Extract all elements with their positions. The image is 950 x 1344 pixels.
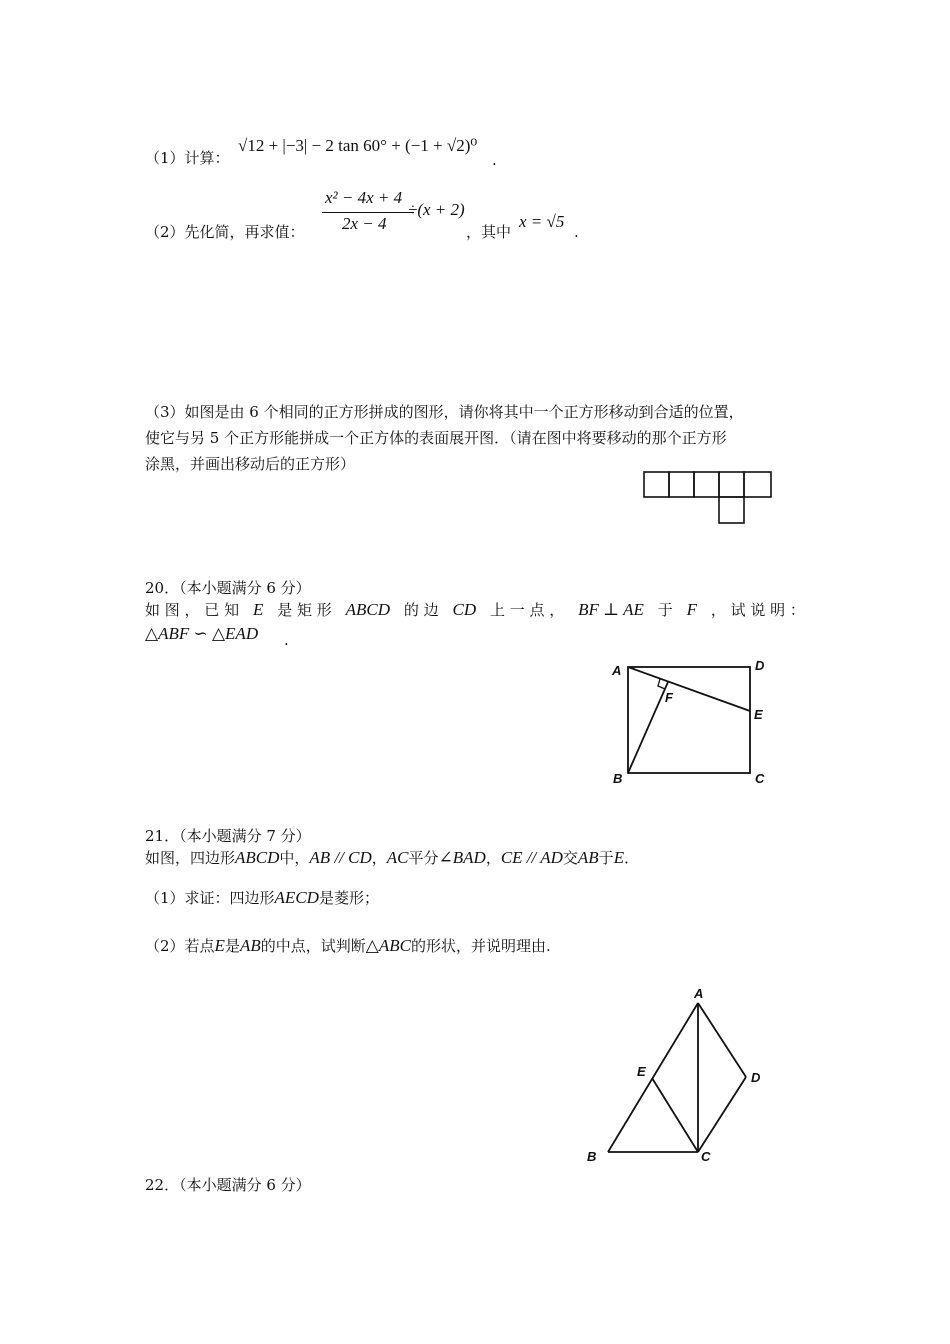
q20-perp: BF ⊥ AE [578, 600, 644, 619]
q20-rectangle-figure [605, 655, 780, 790]
q20-text-c: 的 边 [403, 601, 439, 619]
q19-part2-fraction-bar [322, 212, 414, 213]
q21-part1-b: 是菱形； [318, 889, 379, 907]
q21-intro [145, 848, 639, 868]
net-square-5 [744, 472, 771, 497]
q20-side-cd: CD [452, 600, 477, 619]
net-square-1 [644, 472, 669, 497]
q21-ce-parallel-ad: CE // AD [500, 848, 563, 867]
q21-intro-c: ， [371, 849, 387, 867]
q21-quad-aecd: AECD [274, 888, 319, 907]
label-d: D [755, 658, 765, 673]
q21-ab: AB [577, 848, 599, 867]
q20-text-f: ， 试 说 明 ： [710, 601, 805, 619]
q19-part1-expression: √12 + |−3| − 2 tan 60° + (−1 + √2)⁰ [238, 136, 478, 155]
q19-part2-divisor: ÷(x + 2) [408, 200, 465, 219]
q21-quad-abcd: ABCD [235, 848, 280, 867]
q19-part2-numerator: x² − 4x + 4 [325, 188, 403, 207]
q20-point-e: E [252, 600, 264, 619]
q21-rhombus-figure [580, 985, 770, 1165]
q19-part1-period: . [492, 151, 497, 169]
q21-part2-ab: AB [239, 936, 261, 955]
q21-triangle-abc: △ABC [365, 936, 411, 955]
q21-part1-a: （1）求证：四边形 [145, 889, 275, 907]
q21-part2 [145, 936, 551, 956]
q20-period: . [284, 631, 289, 649]
q19-part2-condition: x = √5 [519, 212, 565, 231]
q20-text-a: 如 图 ， 已 知 [145, 601, 240, 619]
q20-statement-line1 [145, 600, 805, 620]
q19-part3-line3: 涂黑，并画出移动后的正方形） [145, 455, 356, 473]
q20-similarity: △ABF ∽ △EAD [145, 624, 259, 643]
q19-part3-line2: 使它与另 5 个正方形能拼成一个正方体的表面展开图．（请在图中将要移动的那个正方形 [145, 429, 727, 447]
q21-intro-e: ， [485, 849, 501, 867]
q19-part3-line1: （3）如图是由 6 个相同的正方形拼成的图形，请你将其中一个正方形移动到合适的位置， [145, 403, 744, 421]
q20-point-f: F [686, 600, 697, 619]
segment-ad [698, 1003, 746, 1077]
q20-rect-abcd: ABCD [345, 600, 390, 619]
label-f: F [665, 690, 673, 705]
q21-part2-a: （2）若点 [145, 937, 215, 955]
label-c: C [755, 771, 765, 786]
q21-angle-bad: ∠BAD [438, 848, 486, 867]
rectangle-abcd [628, 667, 750, 773]
q21-part2-c: 的中点，试判断 [260, 937, 366, 955]
segment-ae [628, 667, 750, 711]
q19-part2-where: ，其中 [466, 223, 512, 241]
q21-ac: AC [386, 848, 409, 867]
label-b: B [613, 771, 623, 786]
net-square-3 [694, 472, 719, 497]
q21-part2-e: E [214, 936, 225, 955]
q21-part2-d: 的形状，并说明理由. [410, 937, 551, 955]
label-e: E [754, 707, 763, 722]
segment-bf [628, 682, 668, 773]
segment-ec [652, 1078, 698, 1152]
label-d: D [751, 1070, 761, 1085]
q21-ab-parallel-cd: AB // CD [309, 848, 372, 867]
q21-intro-a: 如图，四边形 [145, 849, 236, 867]
q20-text-d: 上 一 点 ， [489, 601, 565, 619]
q20-text-e: 于 [657, 601, 673, 619]
q22-heading: 22．（本小题满分 6 分） [145, 1176, 311, 1194]
segment-dc [698, 1077, 746, 1152]
label-a: A [694, 986, 704, 1001]
label-a: A [612, 663, 622, 678]
q19-part2-label: （2）先化简，再求值： [145, 223, 305, 241]
q21-point-e: E [613, 848, 625, 867]
q21-heading: 21．（本小题满分 7 分） [145, 827, 311, 845]
q19-part1-label: （1）计算： [145, 149, 230, 167]
q21-part1 [145, 888, 379, 908]
net-square-4 [719, 472, 744, 497]
q19-part2-denominator: 2x − 4 [342, 214, 387, 233]
q20-heading: 20．（本小题满分 6 分） [145, 579, 311, 597]
label-b: B [587, 1149, 597, 1164]
q21-intro-h: ． [624, 849, 640, 867]
net-square-6 [719, 497, 744, 523]
q21-intro-d: 平分 [408, 849, 439, 867]
q21-intro-g: 于 [598, 849, 614, 867]
q21-intro-f: 交 [562, 849, 578, 867]
net-square-2 [669, 472, 694, 497]
q20-text-b: 是 矩 形 [277, 601, 332, 619]
label-c: C [701, 1149, 711, 1164]
q21-intro-b: 中， [279, 849, 310, 867]
q19-part2-period: . [574, 223, 579, 241]
cube-net-figure [640, 470, 776, 528]
label-e: E [637, 1064, 646, 1079]
q21-part2-b: 是 [224, 937, 240, 955]
